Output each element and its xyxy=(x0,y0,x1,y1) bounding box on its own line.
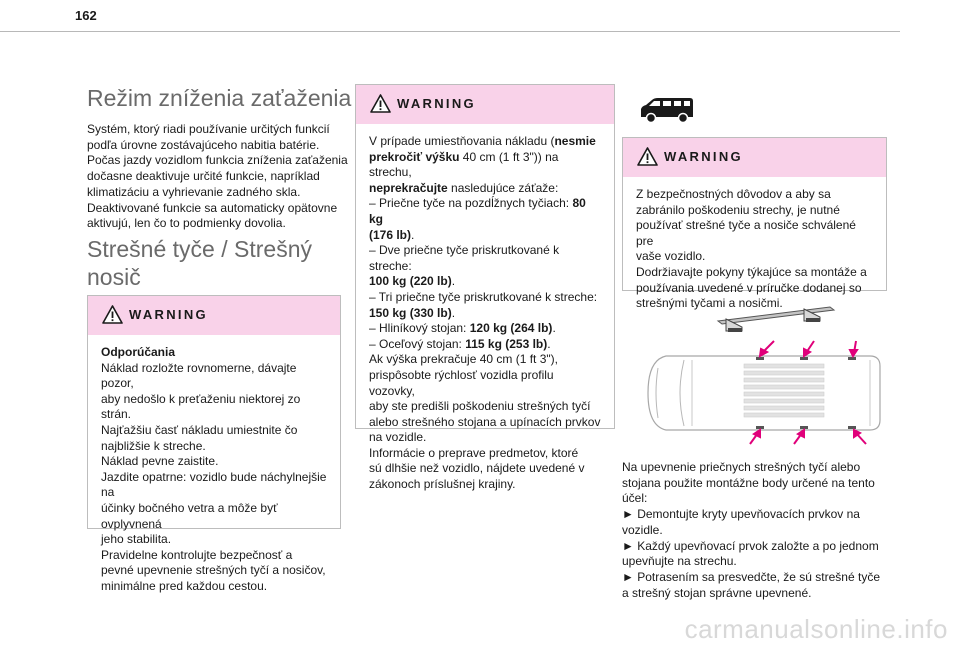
warning-triangle-icon xyxy=(370,94,391,113)
warning-heading: WARNING xyxy=(129,307,208,322)
text-run: . xyxy=(451,274,456,289)
text-line: klimatizáciu a vyhrievanie zadného skla. xyxy=(87,184,301,199)
warning-triangle-icon xyxy=(102,305,123,324)
warning-body xyxy=(88,335,340,605)
text-line: na vozidle. xyxy=(369,430,427,445)
text-line: Počas jazdy vozidlom funkcia zníženia zaťaženia xyxy=(87,153,348,168)
text-line xyxy=(369,321,602,337)
text-line: používať strešné tyče a nosiče schválené pre xyxy=(636,218,856,248)
text-line: Ak výška prekračuje 40 cm (1 ft 3"), xyxy=(369,352,558,367)
text-line: strešnými tyčami a nosičmi. xyxy=(636,296,783,311)
section-title-line: nosič xyxy=(87,264,141,290)
text-line: zabránilo poškodeniu strechy, je nutné xyxy=(636,202,840,217)
text-line: zákonoch príslušnej krajiny. xyxy=(369,477,516,492)
text-line xyxy=(369,150,602,181)
section-title-roof-bars xyxy=(87,235,357,291)
roof-bar-illustration xyxy=(712,303,840,335)
text-line: Pravidelne kontrolujte bezpečnosť a xyxy=(101,547,293,562)
section-title-line: Strešné tyče / Strešný xyxy=(87,236,312,262)
text-line: Na upevnenie priečnych strešných tyčí alebo xyxy=(622,460,861,474)
text-run-bold: prekročiť výšku xyxy=(369,149,460,164)
warning-body xyxy=(623,177,886,322)
text-run: . xyxy=(411,227,415,242)
warning-header xyxy=(623,138,886,177)
van-side-icon xyxy=(638,95,696,125)
warning-subtitle: Odporúčania xyxy=(101,345,176,359)
text-line: ► Demontujte kryty upevňovacích prvkov na xyxy=(622,507,860,522)
text-line: účinky bočného vetra a môže byť ovplyvnená xyxy=(101,500,278,531)
text-line: ► Každý upevňovací prvok založte a po jednom xyxy=(622,538,879,553)
text-line: najbližšie k streche. xyxy=(101,438,206,453)
text-run: . xyxy=(547,336,551,351)
text-line: Dodržiavajte pokyny týkajúce sa montáže a xyxy=(636,264,867,279)
text-run: nasledujúce záťaže: xyxy=(447,180,559,195)
text-line xyxy=(369,228,602,244)
text-line: – Dve priečne tyče priskrutkované k streche: xyxy=(369,243,560,273)
warning-header xyxy=(88,296,340,335)
text-line: pevné upevnenie strešných tyčí a nosičov, xyxy=(101,563,326,578)
text-line: alebo strešného stojana a upínacích prvkov xyxy=(369,414,601,429)
text-run: . xyxy=(451,305,456,320)
watermark: carmanualsonline.info xyxy=(684,614,948,644)
text-line: aby ste predišli poškodeniu strešných tyčí xyxy=(369,399,591,414)
text-line: Náklad rozložte rovnomerne, dávajte pozor, xyxy=(101,360,297,391)
top-rule xyxy=(0,31,900,32)
text-line: ► Potrasením sa presvedčte, že sú strešné tyče xyxy=(622,569,880,584)
section-title-load-reduction: Režim zníženia zaťaženia xyxy=(87,85,352,111)
text-line: dočasne deaktivuje určité funkcie, napríklad xyxy=(87,169,320,184)
page-number: 162 xyxy=(75,8,97,23)
text-run: – Oceľový stojan: xyxy=(369,336,466,351)
text-line: Deaktivované funkcie sa automaticky opätovne xyxy=(87,200,338,215)
text-run-bold: 150 kg (330 lb) xyxy=(369,305,452,320)
warning-heading: WARNING xyxy=(664,149,743,164)
text-run-bold: 100 kg (220 lb) xyxy=(369,274,452,289)
text-run-bold: 115 kg (253 lb) xyxy=(465,336,548,351)
text-line: Z bezpečnostných dôvodov a aby sa xyxy=(636,187,831,201)
text-line: vaše vozidlo. xyxy=(636,249,706,264)
text-line xyxy=(369,196,602,227)
text-run: – Priečne tyče na pozdĺžnych tyčiach: xyxy=(369,196,573,211)
text-line: Najťažšiu časť nákladu umiestnite čo xyxy=(101,422,298,437)
text-line xyxy=(369,274,602,290)
text-run-bold: neprekračujte xyxy=(369,180,448,195)
warning-box-recommendations xyxy=(87,295,341,593)
text-line xyxy=(369,306,602,322)
mounting-instructions xyxy=(622,460,892,601)
text-line: účel: xyxy=(622,491,648,506)
text-line: – Tri priečne tyče priskrutkované k streche: xyxy=(369,289,598,304)
text-line: aby nedošlo k preťaženiu niektorej zo strán. xyxy=(101,391,301,422)
text-line: používania uvedené v príručke dodanej so xyxy=(636,280,862,295)
text-run: – Hliníkový stojan: xyxy=(369,321,470,336)
text-line: Informácie o preprave predmetov, ktoré xyxy=(369,445,579,460)
text-line: stojana použite montážne body určené na tento xyxy=(622,475,875,490)
van-top-view-illustration xyxy=(644,338,884,448)
text-line xyxy=(369,337,602,353)
text-line: minimálne pred každou cestou. xyxy=(101,578,268,593)
warning-heading: WARNING xyxy=(397,96,476,111)
text-line: aktivujú, len čo to podmienky dovolia. xyxy=(87,216,286,231)
text-line: sú dlhšie než vozidlo, nájdete uvedené v xyxy=(369,461,585,476)
text-line xyxy=(369,181,602,197)
text-run-bold: (176 lb) xyxy=(369,227,412,242)
text-line: upevňujte na strechu. xyxy=(622,554,737,569)
text-line: Systém, ktorý riadi používanie určitých funkcií xyxy=(87,122,330,136)
text-line: vozidle. xyxy=(622,522,663,537)
warning-box-approved-bars xyxy=(622,137,887,311)
text-line: podľa úrovne zostávajúceho nabitia batérie. xyxy=(87,137,320,152)
warning-body xyxy=(356,124,614,503)
text-line: prispôsobte rýchlosť vozidla profilu vozovky, xyxy=(369,367,554,398)
warning-box-load-limits xyxy=(355,84,615,492)
text-line: Jazdite opatrne: vozidlo bude náchylnejšie na xyxy=(101,469,327,500)
warning-triangle-icon xyxy=(637,147,658,166)
load-reduction-text xyxy=(87,122,357,232)
text-run: 40 cm (1 ft 3")) na strechu, xyxy=(369,149,559,180)
text-line: Náklad pevne zaistite. xyxy=(101,454,219,469)
text-run-bold: nesmie xyxy=(554,134,596,148)
text-run-bold: 80 kg xyxy=(369,196,586,226)
text-run: . xyxy=(552,321,556,336)
text-run-bold: 120 kg (264 lb) xyxy=(469,321,553,336)
text-line: jeho stabilita. xyxy=(101,532,172,547)
text-line xyxy=(369,134,602,150)
warning-header xyxy=(356,85,614,124)
text-run: V prípade umiestňovania nákladu ( xyxy=(369,134,555,148)
text-line: a strešný stojan správne upevnené. xyxy=(622,585,812,600)
